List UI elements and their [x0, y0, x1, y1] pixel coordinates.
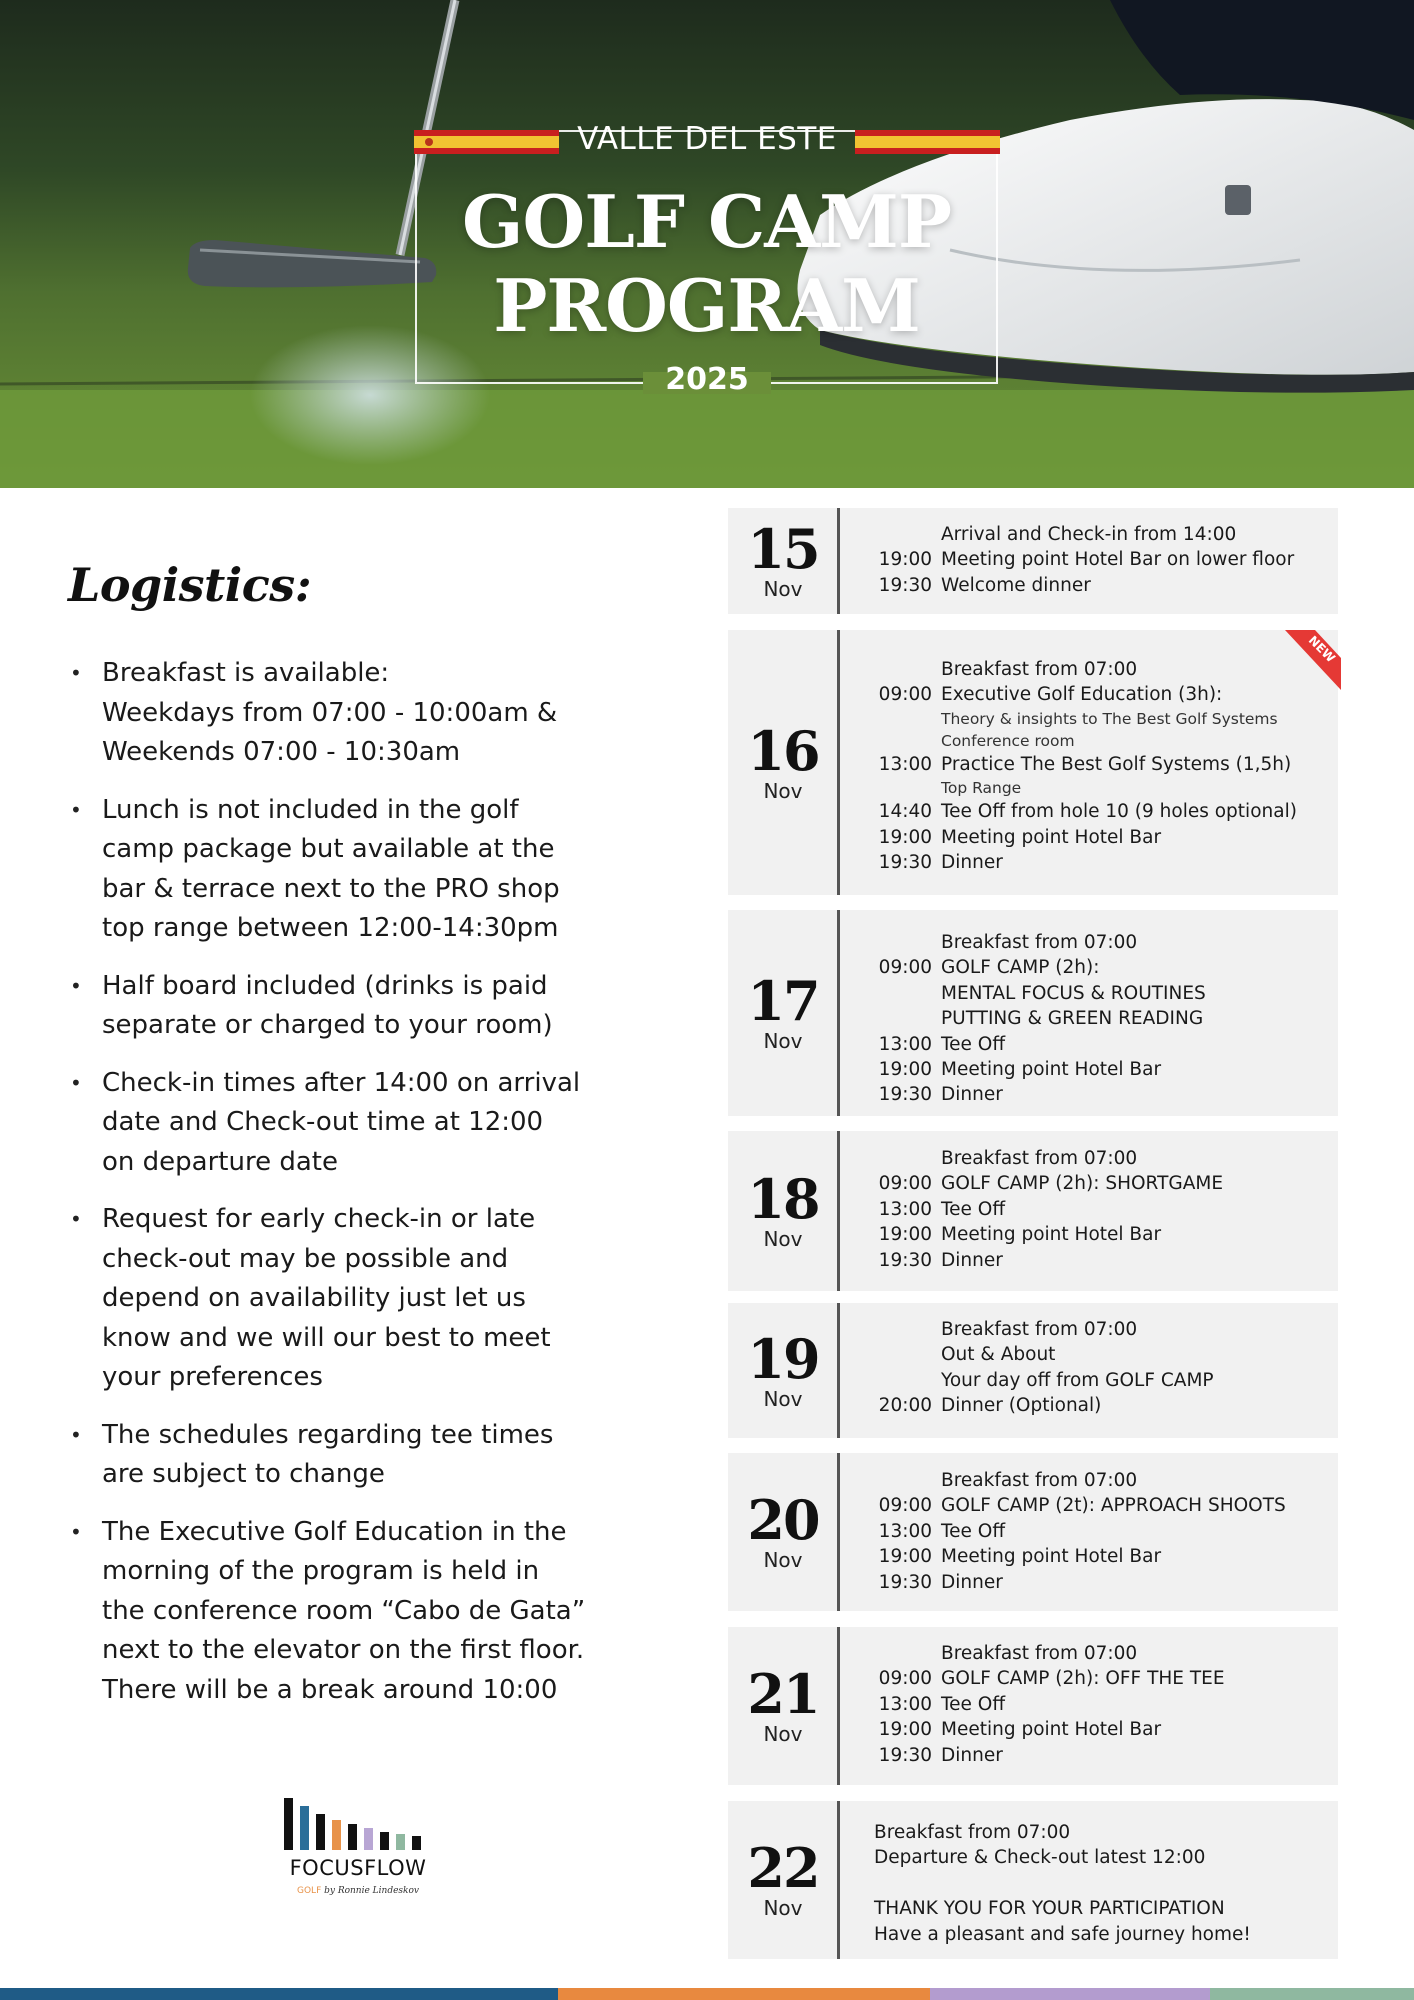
schedule-day-18: [728, 1131, 1338, 1291]
event-text: Theory & insights to The Best Golf Systems: [941, 709, 1278, 728]
event-time: 20:00: [878, 1395, 932, 1417]
event-row: [840, 1342, 1338, 1367]
title-line-1: GOLF CAMP: [461, 179, 952, 264]
day-events: [840, 1468, 1338, 1595]
day-date: [728, 1453, 838, 1611]
title-line-2: PROGRAM: [493, 263, 920, 348]
event-text: MENTAL FOCUS & ROUTINES: [941, 982, 1206, 1004]
event-text: Dinner: [941, 1571, 1003, 1593]
logo-bar: [380, 1832, 389, 1850]
event-row: [840, 1641, 1338, 1666]
event-row: [840, 955, 1338, 980]
event-row: [840, 1544, 1338, 1569]
day-events: [840, 522, 1338, 598]
event-row: [840, 1082, 1338, 1107]
day-number: 22: [747, 1836, 819, 1900]
footer-segment: [558, 1988, 930, 2000]
schedule-day-19: [728, 1303, 1338, 1438]
event-time: 19:00: [878, 1058, 932, 1080]
event-row: [840, 850, 1338, 875]
event-text: Tee Off: [941, 1520, 1006, 1542]
day-number: 21: [747, 1662, 819, 1726]
day-month: Nov: [763, 1722, 803, 1746]
day-date: [728, 910, 838, 1116]
event-row: [840, 1717, 1338, 1742]
logo-bar: [364, 1828, 373, 1850]
event-text: Dinner: [941, 851, 1003, 873]
day-events: [840, 1317, 1338, 1419]
logo-tagline-author: by Ronnie Lindeskov: [321, 1886, 419, 1896]
event-time: 09:00: [878, 1495, 932, 1517]
schedule-day-21: [728, 1627, 1338, 1785]
event-text: Tee Off from hole 10 (9 holes optional): [941, 801, 1297, 823]
logistics-item: • The Executive Golf Education in the morning of the program is held in the conference room “Cabo de Gata” next to the elevator on the first floor. There will be a break around 10:00: [68, 1513, 648, 1711]
event-text: Breakfast from 07:00: [941, 659, 1138, 680]
event-row: [840, 1393, 1338, 1418]
footer-color-strip: [0, 1988, 1414, 2000]
hero-banner: [0, 0, 1414, 488]
event-time: 19:30: [878, 851, 932, 873]
day-month: Nov: [763, 1548, 803, 1572]
logo-bar: [300, 1806, 309, 1850]
schedule-day-22: [728, 1801, 1338, 1959]
day-date: [728, 508, 838, 614]
event-text: Arrival and Check-in from 14:00: [941, 524, 1237, 545]
event-row: [840, 1222, 1338, 1247]
event-text: Dinner (Optional): [941, 1395, 1102, 1417]
event-text: Tee Off: [941, 1033, 1006, 1055]
event-time: 13:00: [878, 1520, 932, 1542]
event-text: Breakfast from 07:00: [941, 1470, 1138, 1491]
logo-bar: [396, 1834, 405, 1850]
event-text: Have a pleasant and safe journey home!: [874, 1923, 1251, 1945]
event-text: GOLF CAMP (2h): SHORTGAME: [941, 1173, 1224, 1195]
event-text: Breakfast from 07:00: [941, 1148, 1138, 1169]
event-time: 09:00: [878, 1668, 932, 1690]
day-month: Nov: [763, 1896, 803, 1920]
event-time: 13:00: [878, 1693, 932, 1715]
day-date: [728, 1303, 838, 1438]
event-text: Meeting point Hotel Bar: [941, 1224, 1162, 1246]
event-row: [840, 1057, 1338, 1082]
page-title: [415, 180, 998, 348]
event-time: 19:00: [878, 1224, 932, 1246]
day-events: [840, 1146, 1338, 1273]
event-detail: [840, 777, 1338, 799]
event-text: Meeting point Hotel Bar: [941, 1546, 1162, 1568]
logo-bar: [284, 1798, 293, 1850]
event-text: Conference room: [941, 731, 1075, 750]
event-text: PUTTING & GREEN READING: [941, 1008, 1204, 1030]
event-row: [840, 657, 1338, 682]
logo-bar: [348, 1824, 357, 1850]
day-events: [840, 1820, 1338, 1947]
logistics-item: • Request for early check-in or late check-out may be possible and depend on availability just let us know and we will our best to meet your preferences: [68, 1200, 648, 1398]
event-row: [840, 799, 1338, 824]
day-events: [840, 930, 1338, 1108]
logistics-item: • The schedules regarding tee times are subject to change: [68, 1416, 648, 1495]
event-row: [840, 682, 1338, 707]
day-number: 15: [747, 517, 819, 581]
event-time: 14:40: [878, 801, 932, 823]
footer-segment: [930, 1988, 1210, 2000]
event-text: Departure & Check-out latest 12:00: [874, 1847, 1206, 1869]
logo-bar: [412, 1836, 421, 1850]
event-text: Dinner: [941, 1249, 1003, 1271]
event-text: THANK YOU FOR YOUR PARTICIPATION: [874, 1898, 1225, 1920]
event-time: 19:00: [878, 549, 932, 571]
event-text: Tee Off: [941, 1693, 1006, 1715]
event-text: GOLF CAMP (2h): OFF THE TEE: [941, 1668, 1225, 1690]
event-text: Dinner: [941, 1084, 1003, 1106]
event-row: [840, 930, 1338, 955]
event-row: [840, 1468, 1338, 1493]
event-text: GOLF CAMP (2t): APPROACH SHOOTS: [941, 1495, 1286, 1517]
event-text: Top Range: [941, 779, 1022, 798]
event-row: [840, 1845, 1338, 1870]
event-row: [840, 1032, 1338, 1057]
event-time: 09:00: [878, 1173, 932, 1195]
event-time: 19:30: [878, 1084, 932, 1106]
event-text: Out & About: [941, 1344, 1056, 1366]
logistics-item: • Check-in times after 14:00 on arrival date and Check-out time at 12:00 on departure date: [68, 1064, 648, 1183]
footer-segment: [0, 1988, 558, 2000]
schedule-day-15: [728, 508, 1338, 614]
day-month: Nov: [763, 577, 803, 601]
event-row: [840, 1666, 1338, 1691]
logo-bars-icon: [284, 1794, 434, 1850]
day-number: 16: [747, 718, 819, 783]
event-time: 09:00: [878, 684, 932, 706]
day-month: Nov: [763, 1029, 803, 1053]
event-row: [840, 1248, 1338, 1273]
logistics-item: • Lunch is not included in the golf camp package but available at the bar & terrace next to the PRO shop top range between 12:00-14:30pm: [68, 791, 648, 949]
event-text: Tee Off: [941, 1198, 1006, 1220]
day-month: Nov: [763, 1386, 803, 1411]
day-number: 18: [747, 1167, 819, 1231]
event-row: [840, 1368, 1338, 1393]
event-text: Meeting point Hotel Bar: [941, 1058, 1162, 1080]
day-number: 19: [747, 1326, 819, 1391]
program-year: 2025: [665, 362, 749, 397]
event-time: 19:30: [878, 1744, 932, 1766]
event-row: [840, 752, 1338, 777]
event-time: 19:00: [878, 826, 932, 848]
event-row: [840, 522, 1338, 547]
event-row: [840, 825, 1338, 850]
event-row: [840, 1820, 1338, 1845]
schedule-day-17: [728, 910, 1338, 1116]
event-text: Breakfast from 07:00: [941, 932, 1138, 953]
new-badge-label: NEW: [1305, 633, 1338, 666]
focusflow-logo: [280, 1794, 436, 1904]
event-row: [840, 1146, 1338, 1171]
schedule-day-20: [728, 1453, 1338, 1611]
event-text: Meeting point Hotel Bar on lower floor: [941, 549, 1295, 571]
event-text: Meeting point Hotel Bar: [941, 1719, 1162, 1741]
event-detail: [840, 730, 1338, 752]
event-row: [840, 1871, 1338, 1896]
day-number: 20: [747, 1488, 819, 1552]
logo-bar: [332, 1820, 341, 1850]
event-row: [840, 1197, 1338, 1222]
event-text: Meeting point Hotel Bar: [941, 826, 1162, 848]
event-text: Breakfast from 07:00: [941, 1319, 1138, 1340]
footer-segment: [1210, 1988, 1414, 2000]
event-detail: [840, 708, 1338, 730]
day-date: [728, 1627, 838, 1785]
logistics-item: • Half board included (drinks is paid separate or charged to your room): [68, 967, 648, 1046]
logistics-item: • Breakfast is available: Weekdays from 07:00 - 10:00am & Weekends 07:00 - 10:30am: [68, 654, 648, 773]
logo-wordmark: FOCUSFLOW: [289, 1856, 427, 1880]
event-row: [840, 1743, 1338, 1768]
event-row: [840, 1493, 1338, 1518]
event-time: 13:00: [878, 1033, 932, 1055]
event-row: [840, 573, 1338, 598]
event-time: 19:30: [878, 574, 932, 596]
event-text: Dinner: [941, 1744, 1003, 1766]
event-text: Welcome dinner: [941, 574, 1091, 596]
logo-tagline: [280, 1886, 436, 1896]
day-date: [728, 1131, 838, 1291]
event-text: Your day off from GOLF CAMP: [941, 1369, 1214, 1391]
day-events: [840, 657, 1338, 875]
event-time: 19:00: [878, 1546, 932, 1568]
event-row: [840, 1896, 1338, 1921]
event-text: Breakfast from 07:00: [874, 1822, 1071, 1843]
event-time: 19:30: [878, 1249, 932, 1271]
event-row: [840, 981, 1338, 1006]
event-row: [840, 1519, 1338, 1544]
event-row: [840, 1317, 1338, 1342]
event-text: Breakfast from 07:00: [941, 1643, 1138, 1664]
day-date: [728, 1801, 838, 1959]
event-row: [840, 547, 1338, 572]
event-row: [840, 1570, 1338, 1595]
event-time: 09:00: [878, 957, 932, 979]
event-time: 19:00: [878, 1719, 932, 1741]
schedule-day-16: [728, 630, 1338, 895]
day-events: [840, 1641, 1338, 1768]
event-row: [840, 1006, 1338, 1031]
logo-tagline-golf: GOLF: [297, 1886, 322, 1896]
event-time: 13:00: [878, 1198, 932, 1220]
event-row: [840, 1692, 1338, 1717]
day-number: 17: [747, 969, 819, 1033]
logo-bar: [316, 1814, 325, 1850]
day-date: [728, 630, 838, 895]
event-time: 19:30: [878, 1571, 932, 1593]
location-eyebrow: VALLE DEL ESTE: [577, 121, 837, 157]
logistics-heading: Logistics:: [68, 558, 312, 612]
event-text: GOLF CAMP (2h):: [941, 957, 1100, 979]
day-month: Nov: [763, 778, 803, 803]
new-badge-icon: [1285, 630, 1341, 690]
event-row: [840, 1171, 1338, 1196]
event-text: Practice The Best Golf Systems (1,5h): [941, 753, 1292, 775]
logistics-list: [68, 654, 648, 1728]
event-time: 13:00: [878, 753, 932, 775]
day-month: Nov: [763, 1227, 803, 1251]
event-text: Executive Golf Education (3h):: [941, 684, 1223, 706]
event-row: [840, 1922, 1338, 1947]
